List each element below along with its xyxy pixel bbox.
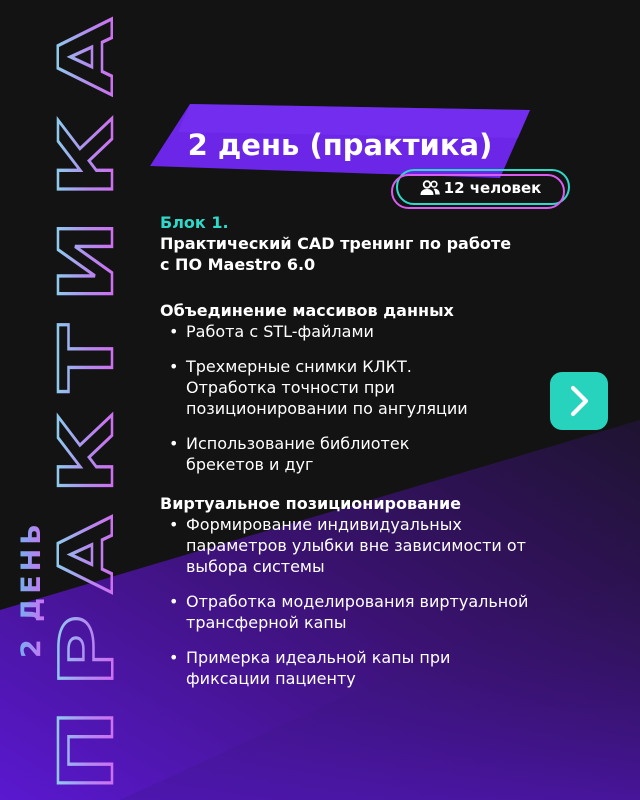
vertical-title-outline [44,0,130,800]
list-item [160,591,610,633]
section-title: Виртуальное позиционирование [160,494,462,513]
vertical-day-label [8,470,48,670]
list-item-text: Примерка идеальной капы при фиксации пациенту [186,648,451,688]
participants-count: 12 человек [443,179,542,197]
list-item [160,647,610,689]
list-item-text: Трехмерные снимки КЛКТ. Отработка точности при позиционировании по ангуляции [186,357,468,418]
list-item [160,433,610,475]
block-title-line: с ПО Maestro 6.0 [160,255,316,274]
vertical-title-text: ПРАКТИКА [44,199,130,792]
list-item [160,321,610,342]
users-icon [419,180,441,196]
section-title: Объединение массивов данных [160,301,454,320]
list-item-text: Отработка моделирования виртуальной трансферной капы [186,592,529,632]
list-item-text: Формирование индивидуальных параметров улыбки вне зависимости от выбора системы [186,515,526,576]
list-item [160,514,610,577]
content-area [160,212,610,707]
section-list [160,514,610,689]
vertical-day-text: 2 ДЕНЬ [16,520,47,658]
block-title-line: Практический CAD тренинг по работе [160,234,512,253]
page-title: 2 день (практика) [187,128,493,162]
section-list [160,321,610,475]
block-title [160,233,610,275]
participants-badge [405,172,555,204]
list-item-text: Использование библиотек брекетов и дуг [186,434,410,474]
list-item-text: Работа с STL-файлами [186,322,374,341]
block-label: Блок 1. [160,213,229,232]
list-item [160,356,610,419]
